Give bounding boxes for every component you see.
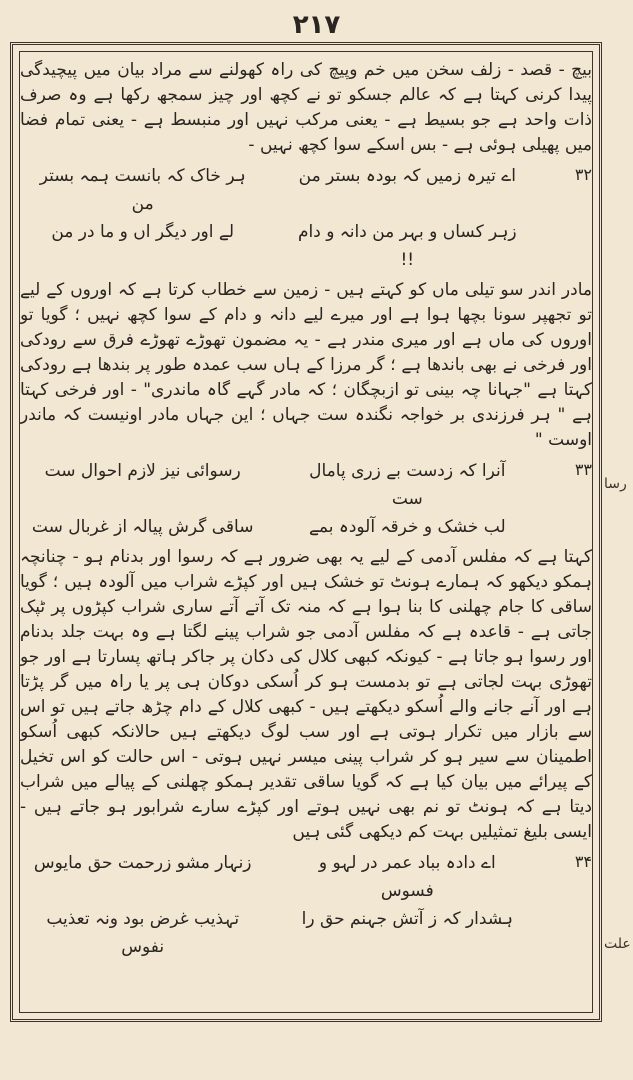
verse-number: ۳۳ bbox=[574, 460, 592, 479]
page-body bbox=[20, 58, 592, 1014]
commentary-paragraph-3: کہتا ہے کہ مفلس آدمی کے لیے یہ بھی ضرور ہے کہ رسوا اور بدنام ہو - چنانچہ ہمکو دیکھو کہ ہمارے ہونٹ تو خشک ہیں اور کپڑے شراب میں آلودہ ہیں ؛ گویا ساقی کا جام چھلنی کا بنا ہوا ہے کہ منہ تک آتے آتے ساری شراب کپڑوں پر ٹپک جاتی ہے - قاعدہ ہے کہ مفلس آدمی جو شراب پینے لگتا ہے وہ بہت جلد بدنام اور رسوا ہو جاتا ہے - کیونکہ کبھی کلال کی دکان پر جاکر ہاتھ پسارتا ہے اور جو تھوڑی بہت لجاتی ہے تو بدمست ہو کر اُسکی دوکان ہی پر یا راہ میں گر پڑتا ہے اور آنے جانے والے اُسکو دیکھتے ہیں - کبھی کلال کے دام چڑھ جاتے ہیں تو اس سے بازار میں تکرار ہوتی ہے اور سب لوگ دیکھتے ہیں حالانکہ کبھی اُسکو اطمینان سے سیر ہو کر شراب پینی میسر نہیں ہوتی - اس حالت کو اس تخیل کے پیرائے میں بیان کیا ہے کہ گویا ساقی تقدیر ہمکو چھلنی کے پیالے میں شراب دیتا ہے کہ ہونٹ تو نم بھی نہیں ہوتے اور کپڑے سارے شرابور ہو جاتے ہیں - ایسی بلیغ تمثیلیں بہت کم دیکھی گئی ہیں bbox=[20, 547, 592, 842]
hemistich: لے اور دیگر اں و ما در من bbox=[51, 222, 235, 242]
hemistich: اے دادہ بباد عمر در لہو و فسوس bbox=[318, 853, 496, 901]
hemistich: لب خشک و خرقہ آلودہ بمے bbox=[308, 517, 506, 537]
commentary-paragraph-1: بیچ - قصد - زلف سخن میں خم وپیچ کی راہ کھولنے سے مراد بیان میں پیچیدگی پیدا کرنی کہتا ہے کہ عالم جسکو تو نے کچھ اور چیز سمجھ رکھا ہے وہ صرف ذات واحد ہے جو بسیط ہے - یعنی مرکب نہیں اور منبسط ہے - یعنی تمام فضا میں پھیلی ہوئی ہے - بس اسکے سوا کچھ نہیں - bbox=[20, 60, 592, 155]
hemistich: ہشدار کہ ز آتش جہنم حق را bbox=[301, 909, 513, 929]
couplet-line bbox=[20, 218, 540, 274]
hemistich: ساقی گرش پیالہ از غربال ست bbox=[31, 517, 254, 537]
couplet-line bbox=[20, 905, 540, 961]
hemistich: ہر خاک کہ بانست ہمہ بستر من bbox=[39, 166, 246, 214]
quatrain-34 bbox=[20, 849, 592, 961]
hemistich: تہذیب غرض بود ونہ تعذیب نفوس bbox=[46, 909, 240, 957]
hemistich: زہر کساں و بہر من دانہ و دام !! bbox=[297, 222, 517, 270]
margin-note-right-1: رسا bbox=[604, 476, 627, 492]
page-number: ۲۱۷ bbox=[292, 10, 341, 40]
couplet-line bbox=[20, 849, 540, 905]
couplet-line bbox=[20, 513, 540, 541]
quatrain-33 bbox=[20, 457, 592, 541]
couplet-line bbox=[20, 162, 540, 218]
hemistich: زنہار مشو زرحمت حق مایوس bbox=[33, 853, 252, 873]
hemistich: رسوائی نیز لازم احوال ست bbox=[44, 461, 241, 481]
hemistich: اے تیرہ زمیں کہ بودہ بستر من bbox=[298, 166, 516, 186]
quatrain-32 bbox=[20, 162, 592, 274]
hemistich: آنرا کہ زدست بے زری پامال ست bbox=[309, 461, 506, 509]
couplet-line bbox=[20, 457, 540, 513]
verse-number: ۳۴ bbox=[574, 852, 592, 871]
margin-note-right-2: علت bbox=[604, 936, 631, 952]
commentary-paragraph-2: مادر اندر سو تیلی ماں کو کہتے ہیں - زمین سے خطاب کرتا ہے کہ اوروں کے لیے تو تجھپر سونا بچھا ہوا ہے اور میرے لیے دانہ و دام کے سوا کچھ نہیں ؛ گویا تو اوروں کی ماں ہے اور میری مندر ہے - یہ مضمون تھوڑے تھوڑے فرق سے رودکی اور فرخی نے بھی باندھا ہے ؛ گر مرزا کے ہاں سب عمدہ طور پر بندھا ہے رودکی کہتا ہے "جہانا چہ بینی تو ازبچگان ؛ کہ مادر گہے گاہ ماندری" - اور فرخی کہتا ہے " ہر فرزندی بر خواجہ نگندہ ست جہاں ؛ این جہاں مادر اونیست کہ ماندر اوست " bbox=[20, 280, 592, 450]
verse-number: ۳۲ bbox=[574, 165, 592, 184]
